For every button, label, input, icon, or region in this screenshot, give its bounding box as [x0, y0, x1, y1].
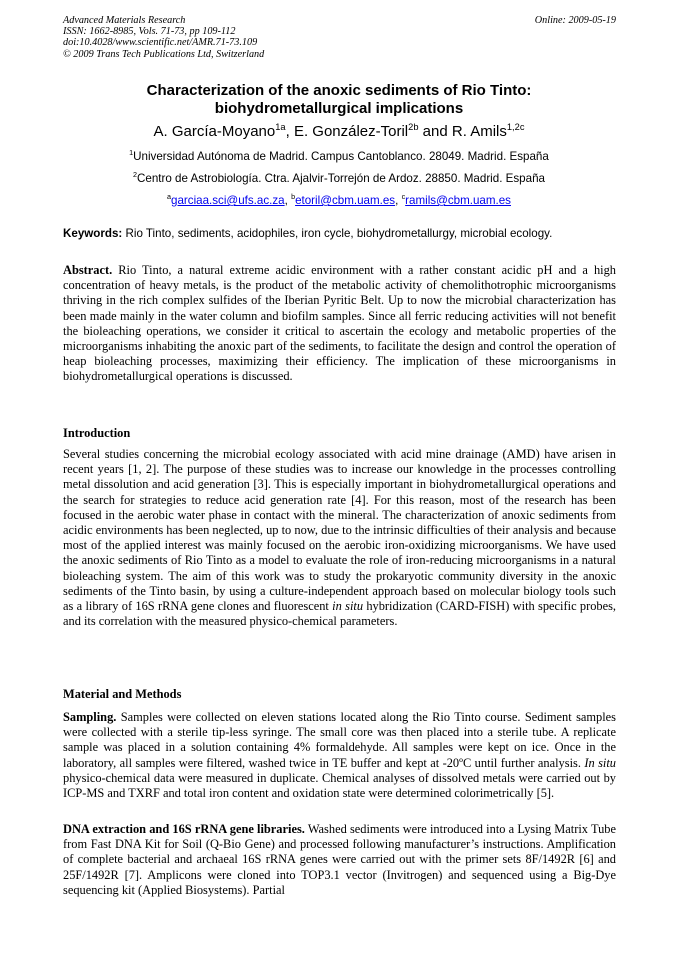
online-date: Online: 2009-05-19 — [534, 15, 616, 26]
dna-text: Washed sediments were introduced into a Lysing Matrix Tube from Fast DNA Kit for Soil (Q-Bio Gene) and processed following manufacturer’s instructions. Amplification of complete bacterial and archaeal 16S rRNA genes were carried out with the primer sets 8F/1492R [6] and 25F/1492R [7]. Amplicons were cloned into TOP3.1 vector (Invitrogen) and sequenced using a Big-Dye sequencing kit (Applied Biosystems). Partial — [63, 822, 617, 897]
dna-label: DNA extraction and 16S rRNA gene libraries. — [63, 822, 305, 836]
sampling-paragraph — [63, 710, 616, 801]
introduction-italic: in situ — [332, 599, 364, 614]
author-1: A. García-Moyano — [153, 123, 276, 140]
abstract — [63, 263, 616, 385]
author-list — [60, 123, 618, 141]
journal-header — [63, 15, 264, 60]
issn: ISSN: 1662-8985, Vols. 71-73, pp 109-112 — [63, 26, 236, 38]
sampling-text-b: physico-chemical data were measured in duplicate. Chemical analyses of dissolved metals were carried out by ICP-MS and TXRF and total iron content and oxidation state were determined colorimetrically [5]. — [63, 770, 616, 801]
author-separator: , — [285, 123, 294, 140]
keywords — [63, 227, 616, 241]
doi: doi:10.4028/www.scientific.net/AMR.71-73.109 — [63, 37, 258, 49]
keywords-label: Keywords: — [63, 227, 123, 240]
email-1-sup: a — [167, 192, 172, 202]
introduction-text-a: Several studies concerning the microbial ecology associated with acid mine drainage (AMD) have arisen in recent years [1, 2]. The purpose of these studies was to increase our knowledge in the processes controlling metal dissolution and acid generation [3]. This is especially important in biohydrometallurgical operations and the search for strategies to reduce acid generation rate [4]. For this reason, most of the research has been focused in the aerobic water phase in contact with the mineral. The characterization of anoxic sediments from acidic environments has been neglected, up to now, due to the intrinsic difficulties of their analysis and because most of the applied interest was mainly focused on the aerobic iron-oxidizing microorganisms. We have used the anoxic sediments of Rio Tinto as a model to evaluate the role of iron-reducing microorganisms in a natural bioleaching system. The aim of this work was to study the prokaryotic community diversity in the anoxic sediments of the Tinto basin, by using a culture-independent approach based on molecular biology tools such as a library of 16S rRNA gene clones and fluorescent — [63, 447, 616, 614]
email-separator: , — [284, 194, 292, 207]
introduction-text-b: hybridization (CARD-FISH) with specific probes, and its correlation with the measured physico-chemical parameters. — [63, 599, 617, 629]
email-link-1[interactable]: garciaa.sci@ufs.ac.za — [171, 194, 285, 207]
paper-title — [60, 82, 618, 118]
copyright: © 2009 Trans Tech Publications Ltd, Switzerland — [63, 48, 265, 60]
abstract-text: Rio Tinto, a natural extreme acidic environment with a rather constant acidic pH and a high concentration of heavy metals, is the product of the metabolic activity of chemolithotrophic microorganisms thriving in the rich complex sulfides of the Iberian Pyritic Belt. Up to now the microbial characterization has been made mainly in the water column and biofilm samples. Since all ferric reducing activities will not benefit the bioleaching operations, we consider it critical to ascertain the ecology and metabolic properties of the microorganisms inhabiting the anoxic part of the sediments, to facilitate the design and control the operation of heap bioleaching processes, maximizing their efficiency. The implication of these microorganisms in biohydrometallurgical operations is discussed. — [63, 263, 616, 384]
affiliation-1 — [60, 150, 618, 164]
author-1-sup: 1a — [275, 122, 286, 132]
email-separator: , — [395, 194, 402, 207]
keywords-text: Rio Tinto, sediments, acidophiles, iron cycle, biohydrometallurgy, microbial ecology. — [122, 227, 553, 240]
affiliation-2-text: Centro de Astrobiología. Ctra. Ajalvir-Torrejón de Ardoz. 28850. Madrid. España — [137, 172, 545, 185]
title-line-1: Characterization of the anoxic sediments of Rio Tinto: — [146, 82, 532, 99]
introduction-paragraph — [63, 447, 616, 629]
introduction-heading: Introduction — [63, 426, 131, 440]
affiliation-1-sup: 1 — [129, 148, 134, 158]
affiliation-2 — [60, 172, 618, 186]
dna-paragraph — [63, 822, 616, 898]
journal-name: Advanced Materials Research — [63, 15, 186, 26]
sampling-italic: In situ — [584, 755, 616, 770]
email-link-2[interactable]: etoril@cbm.uam.es — [295, 194, 396, 207]
sampling-label: Sampling. — [63, 710, 117, 724]
email-2-sup: b — [291, 192, 296, 202]
author-2: E. González-Toril — [293, 123, 409, 140]
email-link-3[interactable]: ramils@cbm.uam.es — [405, 194, 511, 207]
title-line-2: biohydrometallurgical implications — [214, 100, 464, 117]
methods-heading: Material and Methods — [63, 687, 182, 701]
email-3-sup: c — [401, 192, 406, 202]
abstract-label: Abstract. — [63, 263, 113, 277]
author-2-sup: 2b — [408, 122, 419, 132]
email-list — [60, 194, 618, 208]
author-3-sup: 1,2c — [506, 122, 525, 132]
author-and: and — [418, 123, 452, 140]
author-3: R. Amils — [451, 123, 507, 140]
sampling-text-a: Samples were collected on eleven stations located along the Rio Tinto course. Sediment samples were collected with a sterile tip-less syringe. The small core was then placed into a sterile tube. A replicate sample was placed in a solution containing 4% formaldehyde. All samples were kept on ice. Once in the laboratory, all samples were filtered, washed twice in TE buffer and kept at -20ºC until further analysis. — [63, 710, 616, 770]
affiliation-1-text: Universidad Autónoma de Madrid. Campus Cantoblanco. 28049. Madrid. España — [133, 150, 549, 163]
affiliation-2-sup: 2 — [133, 170, 138, 180]
